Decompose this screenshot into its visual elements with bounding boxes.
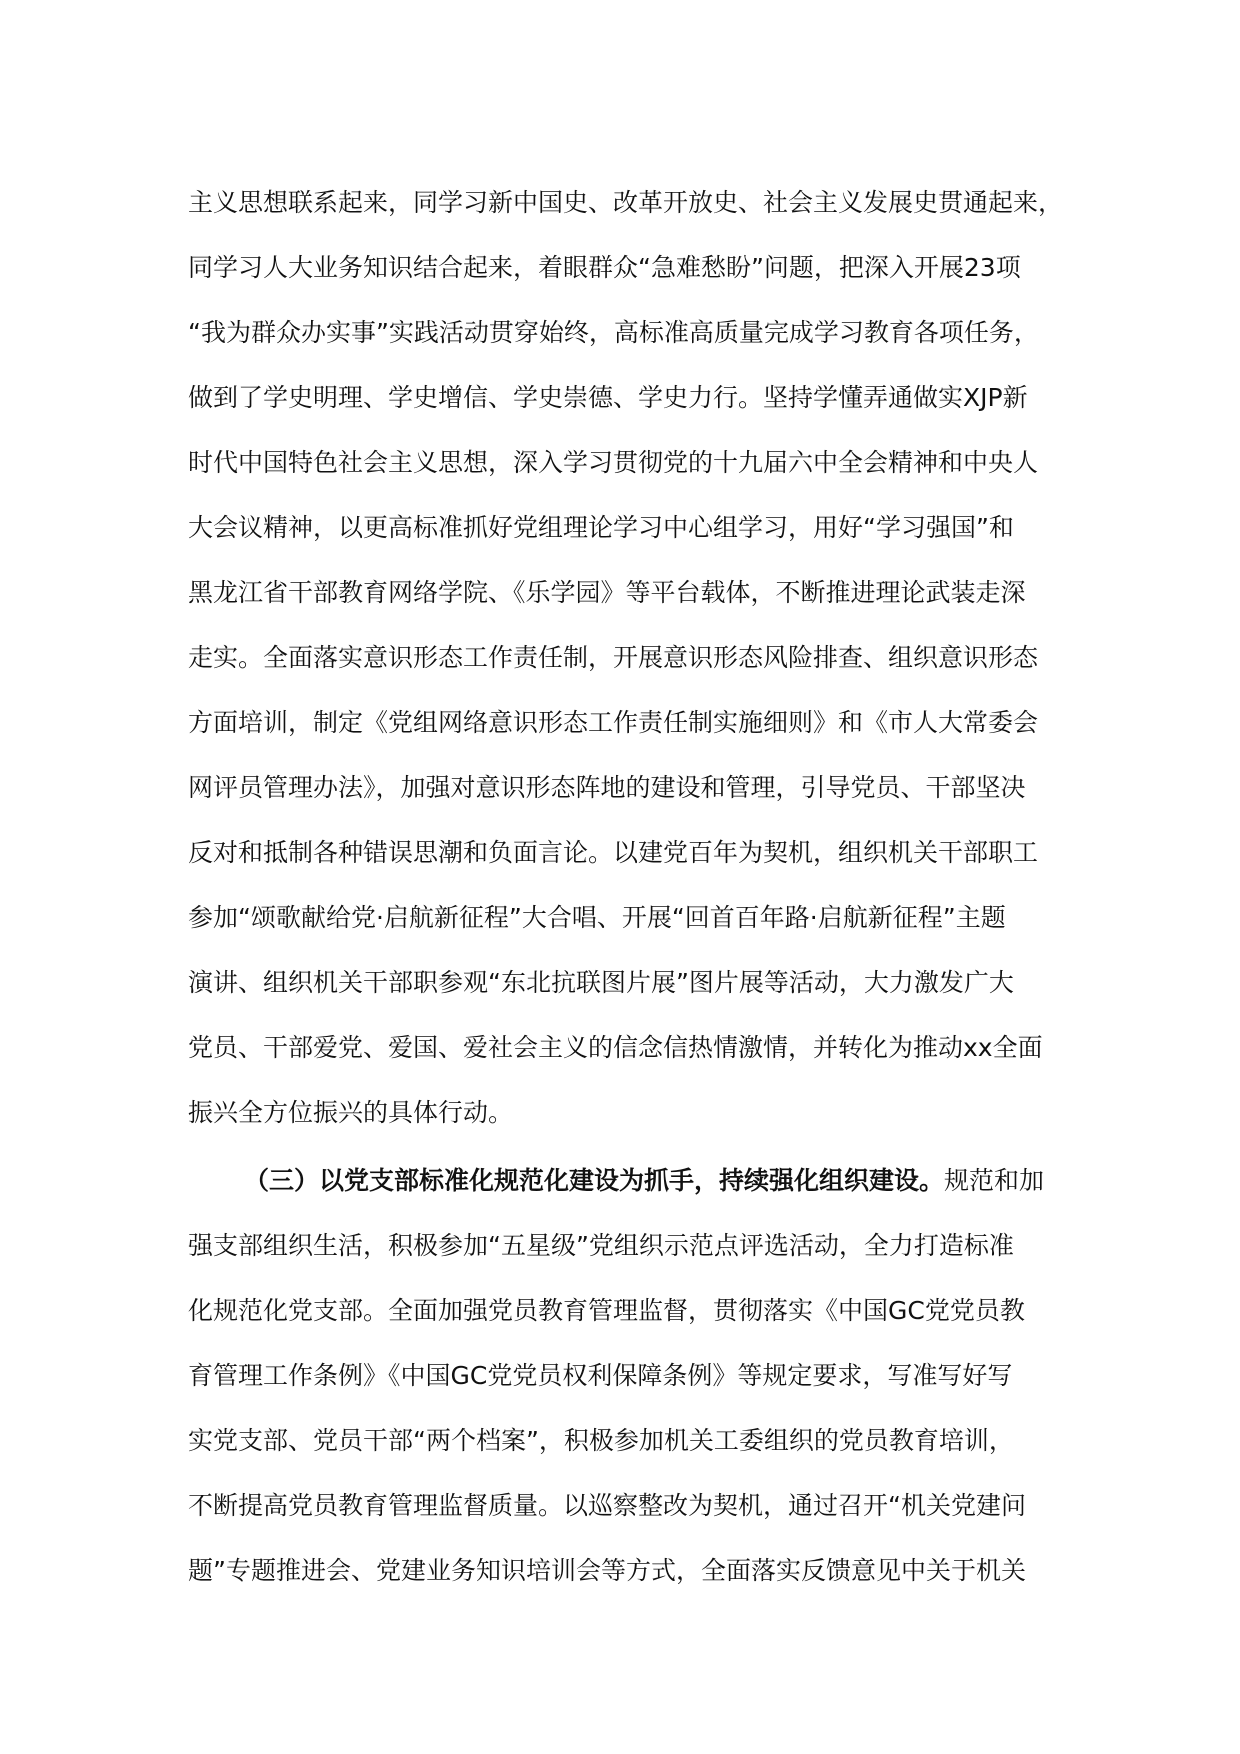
text-line: 演讲、组织机关干部职参观“东北抗联图片展”图片展等活动，大力激发广大	[188, 968, 1014, 997]
text-line: 参加“颂歌献给党·启航新征程”大合唱、开展“回首百年路·启航新征程”主题	[188, 903, 1006, 932]
text-line: 方面培训，制定《党组网络意识形态工作责任制实施细则》和《市人大常委会	[188, 708, 1039, 737]
text-line: 网评员管理办法》，加强对意识形态阵地的建设和管理，引导党员、干部坚决	[188, 773, 1026, 802]
text-line: 振兴全方位振兴的具体行动。	[188, 1098, 514, 1127]
text-line: 反对和抵制各种错误思潮和负面言论。以建党百年为契机，组织机关干部职工	[188, 838, 1039, 867]
text-line: 党员、干部爱党、爱国、爱社会主义的信念信热情激情，并转化为推动xx全面	[188, 1033, 1043, 1062]
section-3-heading: （三）以党支部标准化规范化建设为抓手，持续强化组织建设。	[244, 1166, 945, 1195]
text-line: 大会议精神，以更高标准抓好党组理论学习中心组学习，用好“学习强国”和	[188, 513, 1014, 542]
text-line: 走实。全面落实意识形态工作责任制，开展意识形态风险排查、组织意识形态	[188, 643, 1039, 672]
text-line: 黑龙江省干部教育网络学院、《乐学园》等平台载体，不断推进理论武装走深	[188, 578, 1026, 607]
text-line: 实党支部、党员干部“两个档案”，积极参加机关工委组织的党员教育培训，	[188, 1426, 1014, 1455]
section-3-first-line-rest: 规范和加	[944, 1166, 1045, 1195]
paragraph-organization-building	[188, 1148, 1058, 1603]
text-line: 主义思想联系起来，同学习新中国史、改革开放史、社会主义发展史贯通起来，	[188, 188, 1064, 217]
document-body	[188, 170, 1064, 1603]
text-line: 同学习人大业务知识结合起来，着眼群众“急难愁盼”问题，把深入开展23项	[188, 253, 1021, 282]
text-line: “我为群众办实事”实践活动贯穿始终，高标准高质量完成学习教育各项任务，	[188, 318, 1039, 347]
text-line: 做到了学史明理、学史增信、学史崇德、学史力行。坚持学懂弄通做实XJP新	[188, 383, 1028, 412]
text-line: 育管理工作条例》《中国GC党党员权利保障条例》等规定要求，写准写好写	[188, 1361, 1013, 1390]
section-3-first-line	[188, 1148, 1058, 1213]
text-line: 不断提高党员教育管理监督质量。以巡察整改为契机，通过召开“机关党建问	[188, 1491, 1026, 1520]
paragraph-ideological-study	[188, 170, 1064, 1145]
text-line: 强支部组织生活，积极参加“五星级”党组织示范点评选活动，全力打造标准	[188, 1231, 1014, 1260]
text-line: 时代中国特色社会主义思想，深入学习贯彻党的十九届六中全会精神和中央人	[188, 448, 1039, 477]
text-line: 题”专题推进会、党建业务知识培训会等方式，全面落实反馈意见中关于机关	[188, 1556, 1026, 1585]
text-line: 化规范化党支部。全面加强党员教育管理监督，贯彻落实《中国GC党党员教	[188, 1296, 1025, 1325]
